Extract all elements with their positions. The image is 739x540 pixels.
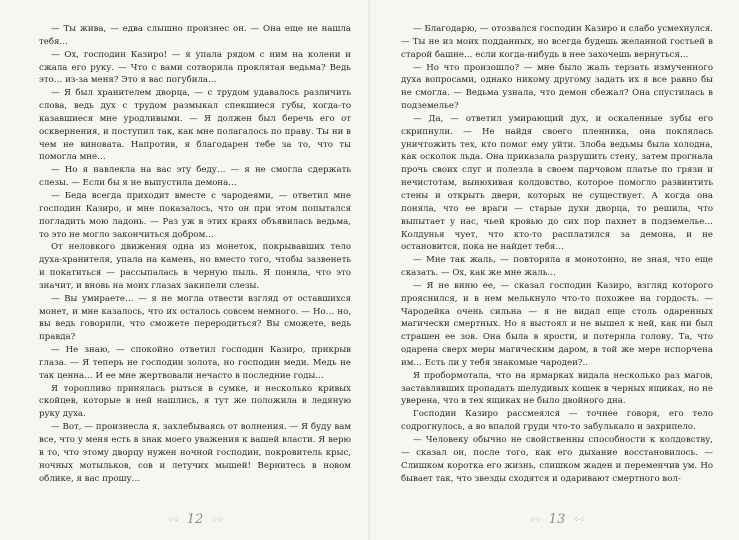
right-page-footer: [401, 510, 713, 528]
paragraph: — Человеку обычно не свойственны способности к колдовству, — сказал он, после того, как его дыхание восстановилось. — Слишком коротка его жизнь, слишком жаден и переменчив ум. Но бывает так, что звезды сходятся и одаривают смертного вол-: [401, 435, 713, 484]
ornament-right-icon: ⁘⁘: [211, 514, 223, 524]
paragraph: Я торопливо принялась рыться в сумке, и несколько кривых скойцев, которые в ней нашлись, я тут же положила в ледяную руку духа.: [39, 383, 351, 420]
paragraph: — Беда всегда приходит вместе с чародеями, — ответил мне господин Казиро, и мне показалось, что он при этом попытался погладить мою ладонь. — Раз уж в этих краях объявилась ведьма, то это не могло закончиться добром…: [39, 190, 351, 240]
paragraph: Я пробормотала, что на ярмарках видала несколько раз магов, заставлявших пропадать шелудивых кошек в черных ящиках, но не уверена, что в тех ящиках не было двойного дна.: [401, 370, 713, 407]
paragraph: — Но что произошло? — мне было жаль терзать измученного духа вопросами, однако никому другому задать их я все равно бы не смогла. — Ведьма узнала, что демон сбежал? Она спустилась в подземелье?: [401, 62, 713, 112]
paragraph: — Ох, господин Казиро! — я упала рядом с ним на колени и сжала его руку. — Что с вами сотворила проклятая ведьма? Ведь это… из-за меня? Это я вас погубила…: [39, 49, 351, 86]
paragraph: — Вы умираете… — я не могла отвести взгляд от оставшихся монет, и мне казалось, что их осталось совсем немного. — Но… но, вы ведь говорили, что сможете переродиться? Вы сможете, ведь правда?: [39, 293, 351, 343]
paragraph: — Вот, — произнесла я, захлебываясь от волнения. — Я буду вам все, что у меня есть в знак моего уважения к вашей власти. Я верю в то, что этому дворцу нужен ночной господин, покровитель крыс, ночных мотыльков, сов и летучих мышей! Вернитесь в новом облике, я вас прошу…: [39, 422, 351, 484]
paragraph: — Не знаю, — спокойно ответил господин Казиро, прикрыв глаза. — Я теперь не господин золота, но господин меди. Медь не так ценна… И ее мне жертвовали нечасто в последние годы…: [39, 345, 351, 381]
left-page: [39, 23, 351, 528]
paragraph: От неловкого движения одна из монеток, покрывавших тело духа-хранителя, упала на камень, но вместо того, чтобы зазвенеть и покатиться — рассыпалась в черную пыль. Я поняла, что это значит, и вновь на моих глазах закипели слезы.: [39, 242, 351, 291]
page-number-right: 13: [548, 511, 566, 527]
paragraph: — Я не виню ее, — сказал господин Казиро, взгляд которого прояснился, и в нем мелькнуло что-то похожее на гордость. — Чародейка очень сильна — я не видал еще столь одаренных магически смертных. Но я выстоял и не вышел к ней, как ни был страшен ее зов. Она была в ярости, и потеряла голову. Та, что одарена сверх меры магическим даром, в той же мере испорчена им… Есть ли у тебя знакомые чародеи?..: [401, 280, 713, 368]
left-page-footer: [39, 510, 351, 528]
right-page-text: [401, 23, 713, 485]
paragraph: — Но я навлекла на вас эту беду… — я не смогла сдержать слезы. — Если бы я не выпустила демона…: [39, 165, 351, 189]
paragraph: — Да, — ответил умирающий дух, и оскаленные зубы его скрипнули. — Не найдя своего пленника, она поклялась уничтожить тех, кто помог ему уйти. Злоба ведьмы была холодна, как осколок льда. Она приказала разрушить стену, затем прогнала прочь своих слуг и полезла в своем парчовом платье по грязи и нечистотам, вынюхивая колдовство, которое помогло развинтить стены и открыть двери, которых не существует. А когда она поняла, что ее враги — старые духи дворца, то решила, что выпытает у нас, чьей кровью до сих пор пахнет в подземелье… Колдунья чует, что кто-то расплатился за демона, и не остановится, пока не найдет тебя…: [401, 113, 713, 253]
left-page-text: [39, 23, 351, 485]
ornament-left-icon: ⁘⁘: [529, 514, 541, 524]
paragraph: — Я был хранителем дворца, — с трудом удавалось различить слова, ведь дух с трудом размыкал спекшиеся губы, когда-то казавшиеся мне уродливыми. — Я должен был беречь его от осквернения, и поступил так, как мне полагалось по праву. Ты ни в чем не виновата. Напротив, я благодарен тебе за то, что ты помогла мне…: [39, 88, 351, 163]
paragraph: — Благодарю, — отозвался господин Казиро и слабо усмехнулся. — Ты не из моих подданных, но всегда будешь желанной гостьей в старой башне… если когда-нибудь в нее захочешь вернуться…: [401, 24, 713, 60]
paragraph: Господин Казиро рассмеялся — точнее говоря, его тело содрогнулось, а во впалой груди что-то забулькало и захрипело.: [401, 409, 713, 433]
right-page: [401, 23, 713, 528]
paragraph: — Мне так жаль, — повторяла я монотонно, не зная, что еще сказать. — Ох, как же мне жаль…: [401, 255, 713, 279]
ornament-right-icon: ⁘⁘: [573, 514, 585, 524]
paragraph: — Ты жива, — едва слышно произнес он. — Она еще не нашла тебя…: [39, 24, 351, 47]
book-gutter: [367, 0, 371, 540]
ornament-left-icon: ⁘⁘: [167, 514, 179, 524]
page-number-left: 12: [186, 511, 204, 527]
